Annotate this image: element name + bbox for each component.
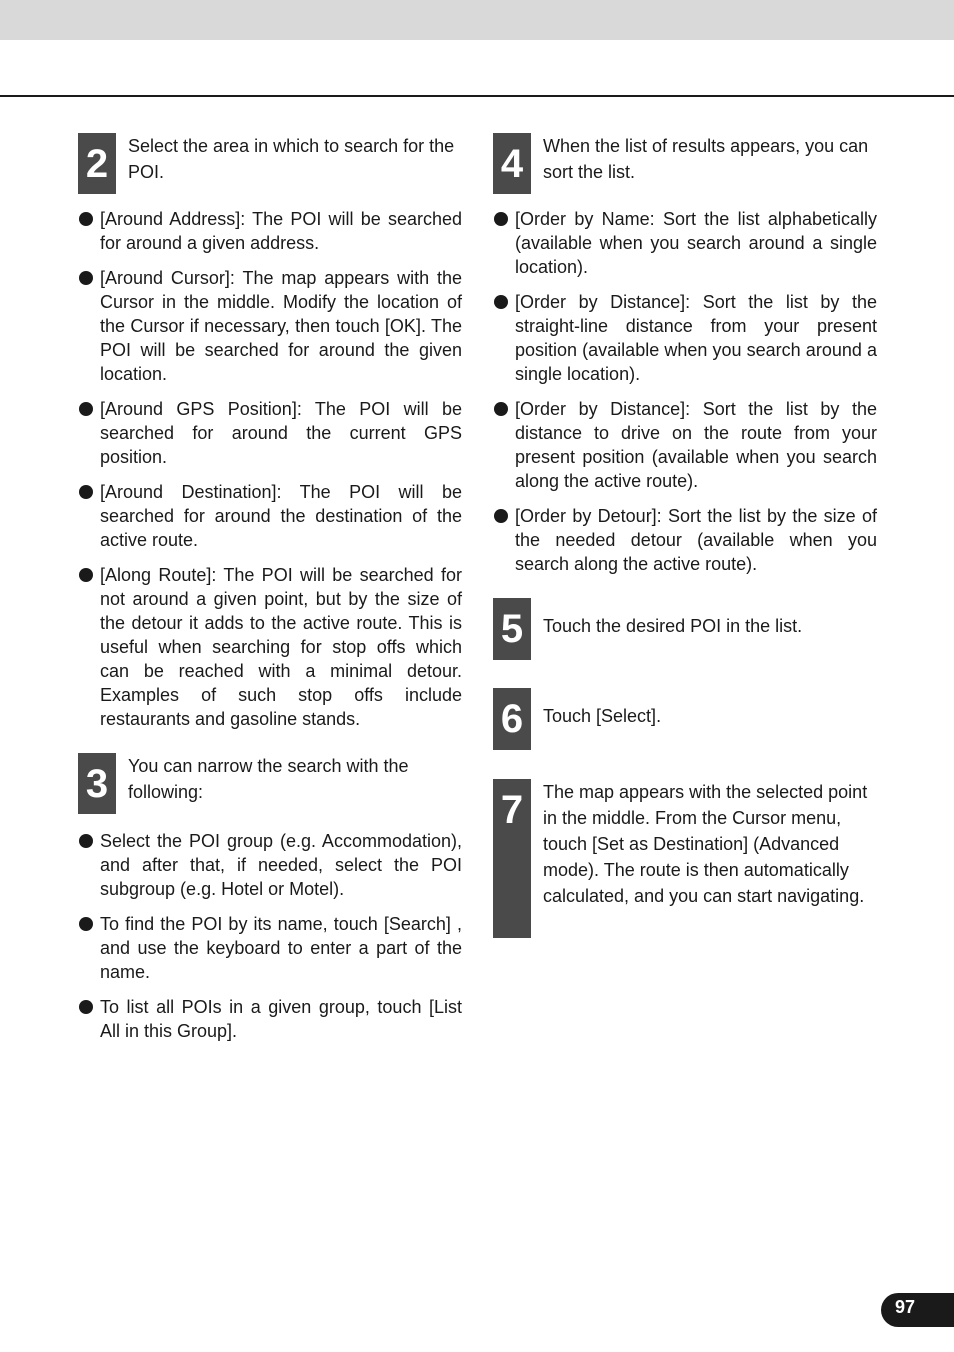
list-item: [Order by Detour]: Sort the list by the size of the needed detour (available when you search along the active route).	[493, 504, 877, 576]
step-number: 3	[78, 753, 116, 814]
list-item: [Around GPS Position]: The POI will be searched for around the current GPS position.	[78, 397, 462, 469]
bullet-icon	[79, 485, 93, 499]
step-instruction: Touch [Select].	[543, 706, 662, 726]
page-number-badge: 97	[881, 1293, 954, 1327]
step-3-bullets	[78, 829, 462, 1043]
step-4	[493, 133, 877, 194]
step-number: 5	[493, 598, 531, 660]
step-instruction: When the list of results appears, you can sort the list.	[543, 136, 869, 182]
bullet-icon	[79, 917, 93, 931]
list-item: [Order by Distance]: Sort the list by the distance to drive on the route from your present position (available when you search along the active route).	[493, 397, 877, 493]
list-item: [Around Cursor]: The map appears with the Cursor in the middle. Modify the location of the Cursor if necessary, then touch [OK]. The POI will be searched for around the given location.	[78, 266, 462, 386]
list-item: [Along Route]: The POI will be searched for not around a given point, but by the size of the detour it adds to the active route. This is useful when searching for stop offs which can be reached with a minimal detour. Examples of such stop offs include restaurants and gasoline stands.	[78, 563, 462, 731]
list-item: [Order by Name: Sort the list alphabetically (available when you search around a single location).	[493, 207, 877, 279]
right-column	[493, 133, 877, 938]
step-7	[493, 779, 877, 938]
step-number: 6	[493, 688, 531, 750]
step-6	[493, 688, 877, 750]
bullet-icon	[79, 402, 93, 416]
list-item: [Around Address]: The POI will be searched for around a given address.	[78, 207, 462, 255]
bullet-icon	[494, 402, 508, 416]
bullet-icon	[79, 212, 93, 226]
bullet-icon	[79, 1000, 93, 1014]
list-item: Select the POI group (e.g. Accommodation), and after that, if needed, select the POI subgroup (e.g. Hotel or Motel).	[78, 829, 462, 901]
bullet-icon	[79, 568, 93, 582]
list-item: To find the POI by its name, touch [Search] , and use the keyboard to enter a part of the name.	[78, 912, 462, 984]
step-number: 2	[78, 133, 116, 194]
step-2-bullets	[78, 207, 462, 731]
step-instruction: You can narrow the search with the following:	[128, 756, 409, 802]
step-instruction: Select the area in which to search for the POI.	[128, 136, 455, 182]
step-2	[78, 133, 462, 194]
bullet-icon	[494, 509, 508, 523]
step-5	[493, 598, 877, 660]
left-column	[78, 133, 462, 1043]
step-3	[78, 753, 462, 814]
header-rule	[0, 95, 954, 97]
step-number: 4	[493, 133, 531, 194]
list-item: [Order by Distance]: Sort the list by the straight-line distance from your present position (available when you search around a single location).	[493, 290, 877, 386]
bullet-icon	[494, 212, 508, 226]
step-instruction: Touch the desired POI in the list.	[543, 616, 803, 636]
step-4-bullets	[493, 207, 877, 576]
list-item: [Around Destination]: The POI will be searched for around the destination of the active route.	[78, 480, 462, 552]
step-number: 7	[493, 779, 531, 938]
bullet-icon	[79, 271, 93, 285]
header-band	[0, 0, 954, 40]
bullet-icon	[79, 834, 93, 848]
list-item: To list all POIs in a given group, touch [List All in this Group].	[78, 995, 462, 1043]
step-instruction: The map appears with the selected point in the middle. From the Cursor menu, touch [Set as Destination] (Advanced mode). The route is then automatically calculated, and you can start navigating.	[543, 782, 868, 906]
bullet-icon	[494, 295, 508, 309]
